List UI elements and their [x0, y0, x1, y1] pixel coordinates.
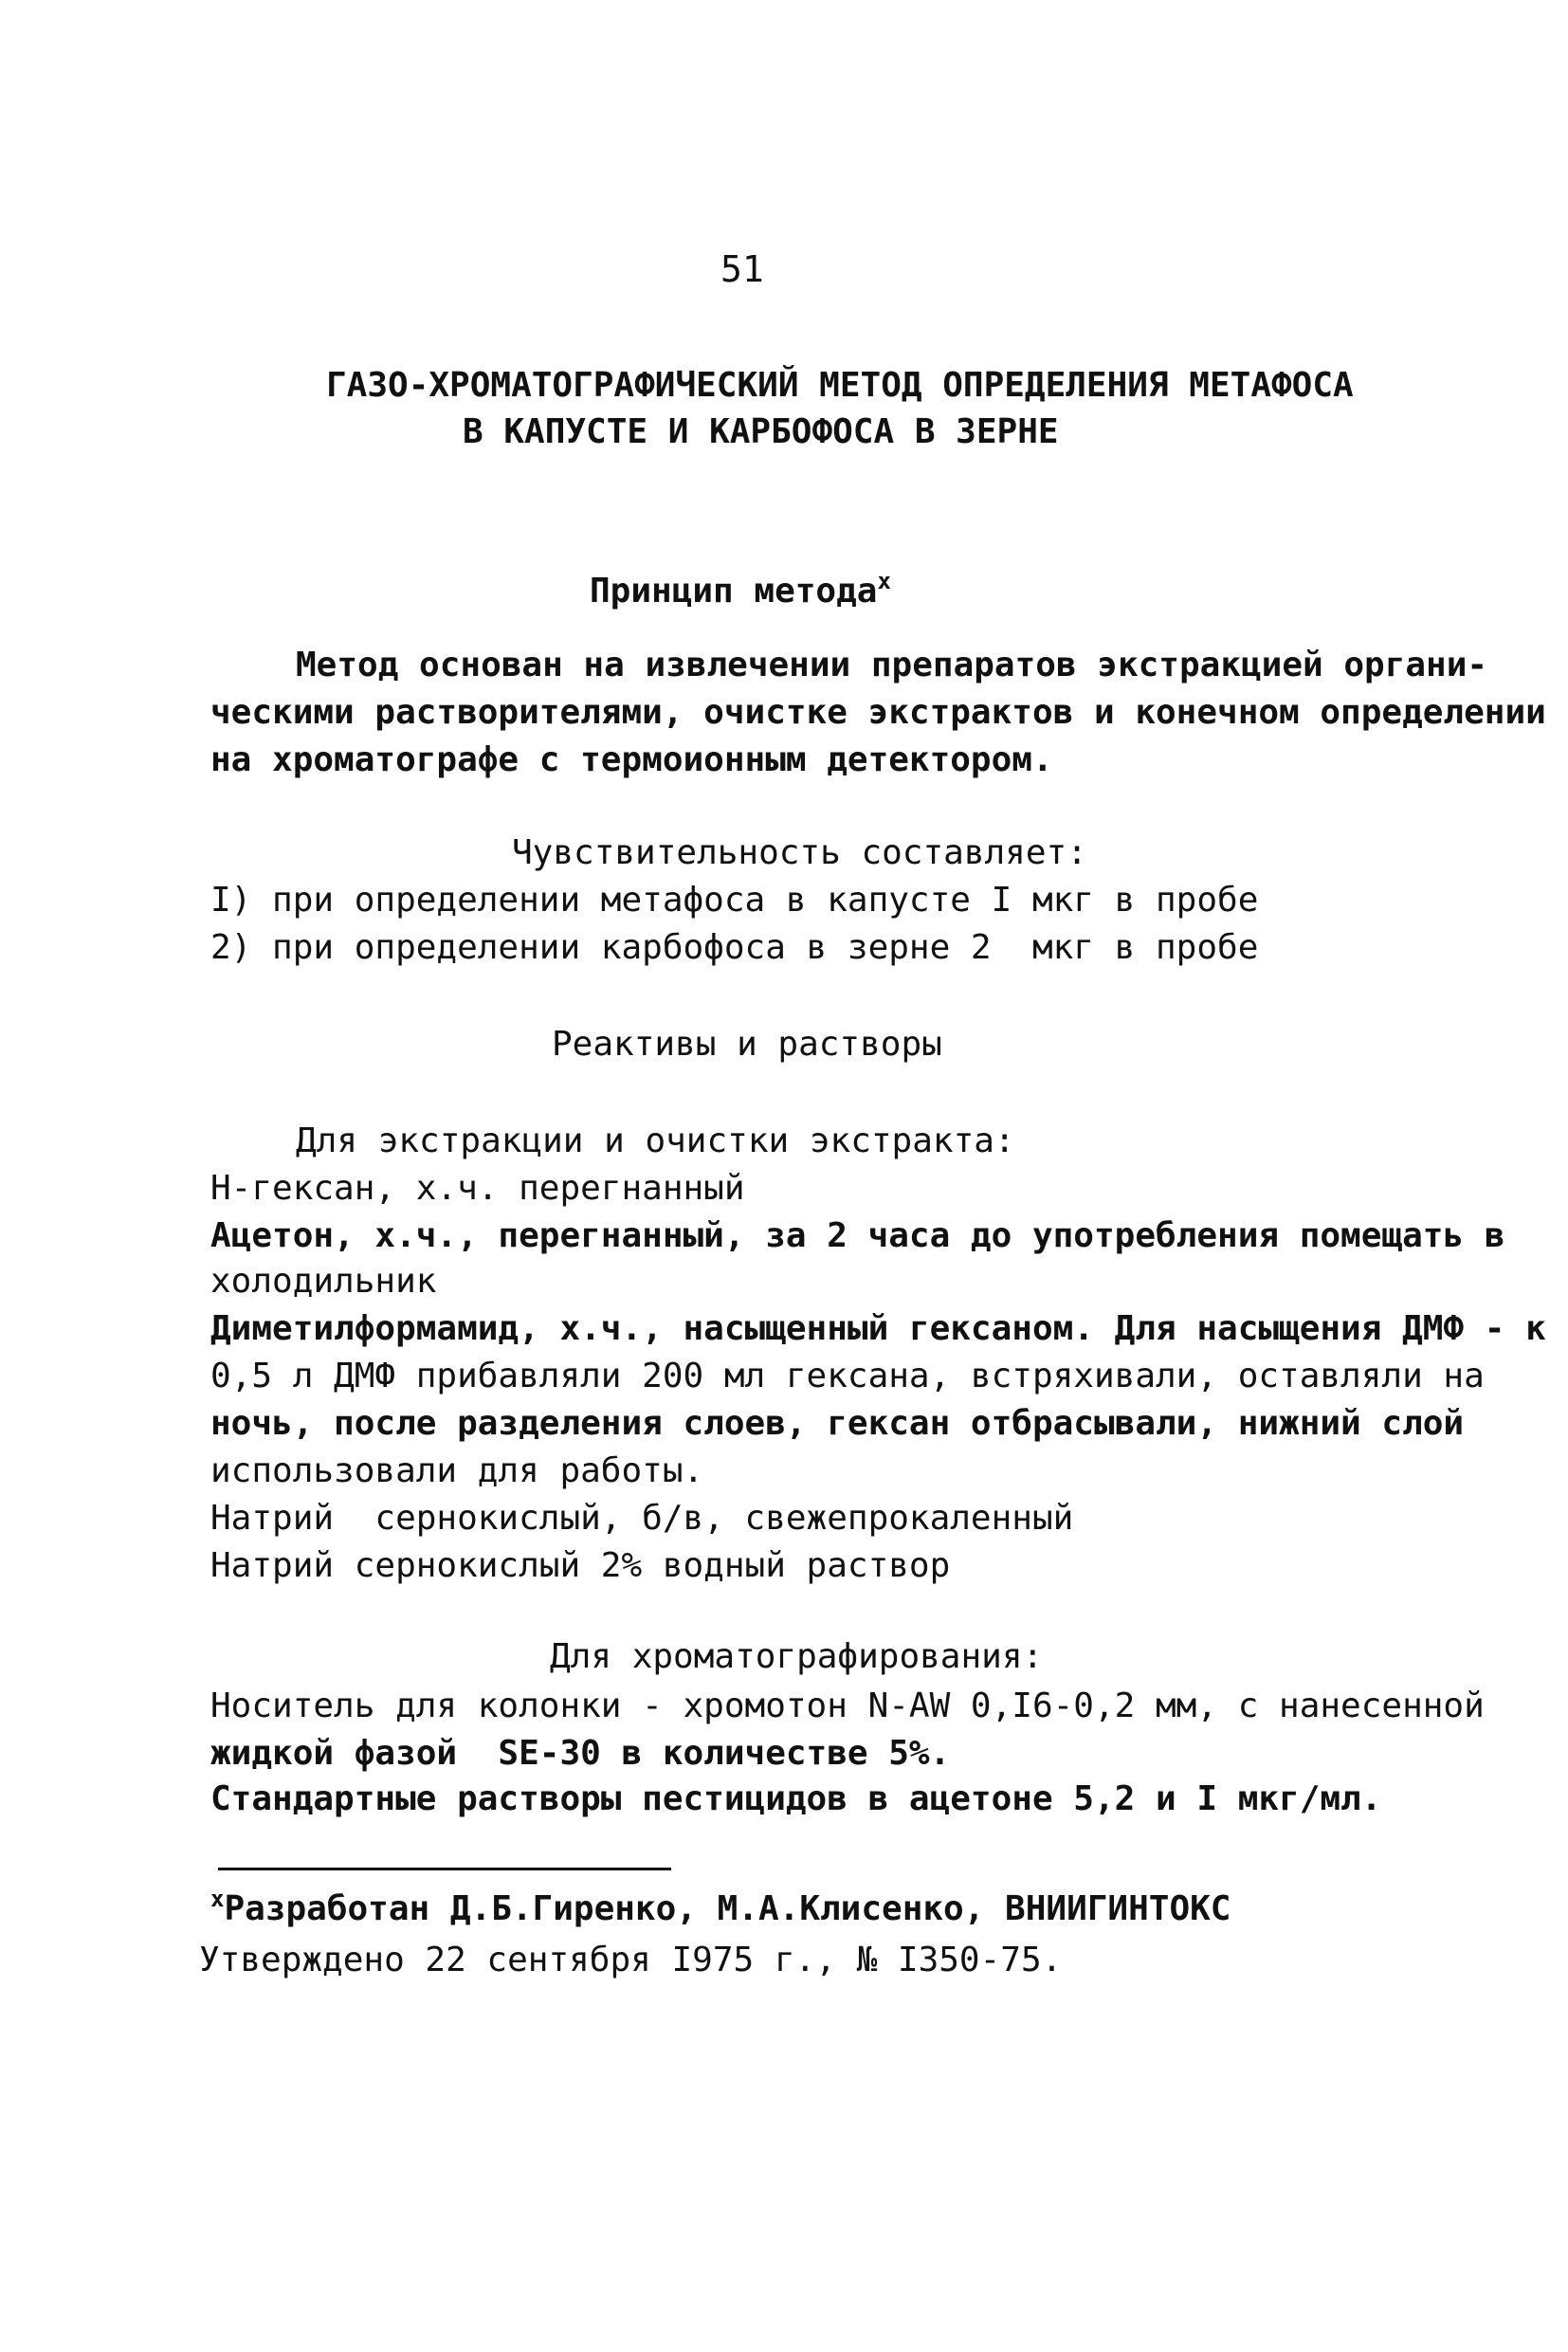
footnote-divider: [218, 1868, 671, 1870]
footnote-approval-line: Утверждено 22 сентября I975 г., № I350-75.: [199, 1941, 1063, 1979]
extraction-heading: Для экстракции и очистки экстракта:: [296, 1121, 1015, 1160]
principle-line-2: ческими растворителями, очистке экстрактов и конечном определении: [210, 693, 1546, 732]
sensitivity-item-2: 2) при определении карбофоса в зерне 2 мкг в пробе: [210, 928, 1259, 967]
chromatography-line-2: жидкой фазой SE-30 в количестве 5%.: [210, 1734, 951, 1773]
footnote-author-text: Разработан Д.Б.Гиренко, М.А.Клисенко, ВНИИГИНТОКС: [224, 1889, 1231, 1928]
extraction-line-6: ночь, после разделения слоев, гексан отбрасывали, нижний слой: [210, 1404, 1465, 1443]
principle-line-1: Метод основан на извлечении препаратов экстракцией органи-: [296, 646, 1488, 684]
extraction-line-5: 0,5 л ДМФ прибавляли 200 мл гексана, встряхивали, оставляли на: [210, 1357, 1485, 1395]
extraction-line-3: холодильник: [210, 1262, 437, 1301]
title-line-2: В КАПУСТЕ И КАРБОФОСА В ЗЕРНЕ: [463, 412, 1059, 451]
principle-footnote-mark: x: [877, 568, 891, 594]
page-number: 51: [720, 248, 764, 290]
principle-heading-text: Принцип метода: [590, 572, 878, 611]
extraction-line-4: Диметилформамид, х.ч., насыщенный гексаном. Для насыщения ДМФ - к: [210, 1309, 1546, 1348]
footnote-author-line: [210, 1888, 1231, 1933]
chromatography-heading: Для хроматографирования:: [550, 1637, 1044, 1676]
extraction-line-1: Н-гексан, х.ч. перегнанный: [210, 1169, 745, 1208]
footnote-mark: x: [210, 1886, 225, 1912]
chromatography-line-1: Носитель для колонки - хромотон N-AW 0,I6-0,2 мм, с нанесенной: [210, 1687, 1485, 1725]
extraction-line-9: Натрий сернокислый 2% водный раствор: [210, 1546, 951, 1585]
sensitivity-heading: Чувствительность составляет:: [512, 833, 1087, 872]
principle-line-3: на хроматографе с термоионным детектором.: [210, 740, 1053, 779]
extraction-line-8: Натрий сернокислый, б/в, свежепрокаленный: [210, 1499, 1074, 1538]
principle-heading: [590, 568, 891, 615]
reagents-heading: Реактивы и растворы: [552, 1025, 942, 1064]
extraction-line-7: использовали для работы.: [210, 1451, 704, 1490]
chromatography-line-3: Стандартные растворы пестицидов в ацетоне 5,2 и I мкг/мл.: [210, 1779, 1382, 1818]
sensitivity-item-1: I) при определении метафоса в капусте I мкг в пробе: [210, 881, 1259, 920]
extraction-line-2: Ацетон, х.ч., перегнанный, за 2 часа до употребления помещать в: [210, 1216, 1505, 1255]
title-line-1: ГАЗО-ХРОМАТОГРАФИЧЕСКИЙ МЕТОД ОПРЕДЕЛЕНИЯ МЕТАФОСА: [326, 366, 1354, 405]
